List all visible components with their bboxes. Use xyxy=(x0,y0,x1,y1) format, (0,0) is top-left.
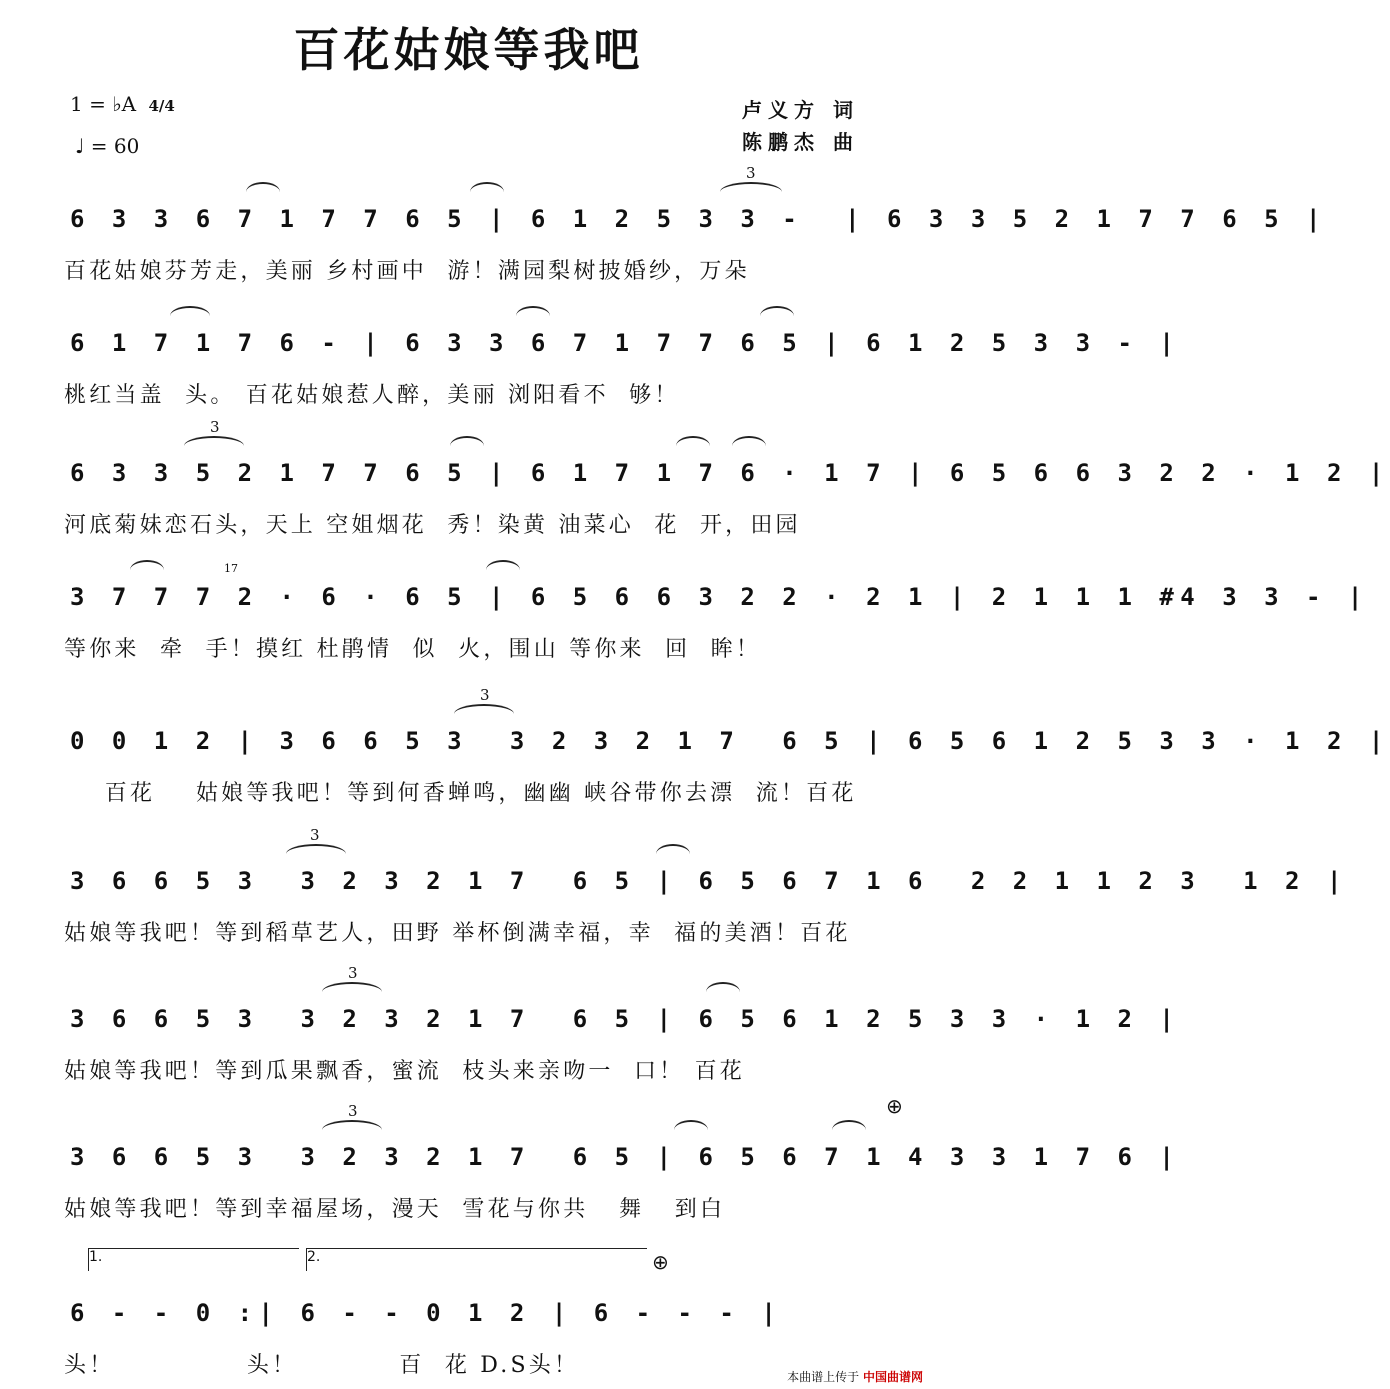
slur-mark xyxy=(720,182,782,202)
triplet-mark: 3 xyxy=(746,164,756,182)
slur-mark xyxy=(676,436,710,456)
notes: 3 7 7 7 2 · 6 · 6 5 | 6 5 6 6 3 2 2 · 2 1 | 2 1 1 1 #4 3 3 - | xyxy=(70,583,1369,611)
slur-mark xyxy=(832,1120,866,1140)
triplet-mark: 3 xyxy=(348,1102,358,1120)
coda-icon: ⊕ xyxy=(886,1094,903,1118)
key-signature xyxy=(70,92,175,116)
slur-mark xyxy=(170,306,210,326)
lyric: 姑娘等我吧！等到瓜果飘香，蜜流 枝头来亲吻一 口！ 百花 xyxy=(64,1059,745,1084)
notes: 6 1 7 1 7 6 - | 6 3 3 6 7 1 7 7 6 5 | 6 1 2 5 3 3 - | xyxy=(70,329,1181,357)
slur-mark xyxy=(732,436,766,456)
slur-mark xyxy=(322,1120,382,1140)
slur-mark xyxy=(322,982,382,1002)
score-line-1 xyxy=(60,162,1327,286)
notes: 6 3 3 6 7 1 7 7 6 5 | 6 1 2 5 3 3 - | 6 3 3 5 2 1 7 7 6 5 | xyxy=(70,205,1327,233)
triplet-mark: 3 xyxy=(310,826,320,844)
lyric: 百花 姑娘等我吧！等到何香蝉鸣，幽幽 峡谷带你去漂 流！百花 xyxy=(64,781,857,806)
lyric: 姑娘等我吧！等到幸福屋场，漫天 雪花与你共 舞 到白 xyxy=(64,1197,726,1222)
page-title: 百花姑娘等我吧 xyxy=(293,23,644,77)
slur-mark xyxy=(184,436,244,456)
score-line-9 xyxy=(60,1249,890,1380)
notes: 3 6 6 5 3 3 2 3 2 1 7 6 5 | 6 5 6 1 2 5 3 3 · 1 2 | xyxy=(70,1005,1181,1033)
footer-prefix: 本曲谱上传于 xyxy=(787,1370,860,1384)
time-signature: 4/4 xyxy=(148,97,175,115)
triplet-mark: 3 xyxy=(210,418,220,436)
score-line-4 xyxy=(60,540,1369,664)
slur-mark xyxy=(516,306,550,326)
slur-mark xyxy=(454,704,514,724)
lyric: 等你来 牵 手！摸红 杜鹃情 似 火，围山 等你来 回 眸！ xyxy=(64,637,762,662)
lyric: 头！ 头！ 百 花 D.S头！ xyxy=(64,1353,580,1378)
score-line-2 xyxy=(60,286,1181,410)
notes: 6 - - 0 :| 6 - - 0 1 2 | 6 - - - | xyxy=(70,1299,783,1327)
coda-icon: ⊕ xyxy=(652,1250,669,1274)
score-line-8 xyxy=(60,1094,1181,1224)
footer-credit xyxy=(787,1368,923,1385)
slur-mark xyxy=(656,844,690,864)
triplet-mark: 3 xyxy=(348,964,358,982)
slur-mark xyxy=(246,182,280,202)
score-line-5 xyxy=(60,684,1390,808)
lyric: 河底菊妹恋石头，天上 空姐烟花 秀！染黄 油菜心 花 开，田园 xyxy=(64,513,801,538)
lyric: 桃红当盖 头。 百花姑娘惹人醉，美丽 浏阳看不 够！ xyxy=(64,383,680,408)
tempo-mark: ♩ = 60 xyxy=(75,134,140,158)
score-line-7 xyxy=(60,962,1181,1086)
slur-mark xyxy=(286,844,346,864)
lyric: 姑娘等我吧！等到稻草艺人，田野 举杯倒满幸福，幸 福的美酒！百花 xyxy=(64,921,851,946)
slur-mark xyxy=(486,560,520,580)
notes: 0 0 1 2 | 3 6 6 5 3 3 2 3 2 1 7 6 5 | 6 5 6 1 2 5 3 3 · 1 2 | xyxy=(70,727,1390,755)
slur-mark xyxy=(760,306,794,326)
composer-credit: 陈鹏杰 曲 xyxy=(742,130,859,154)
score-line-3 xyxy=(60,416,1390,540)
triplet-mark: 3 xyxy=(480,686,490,704)
notes: 3 6 6 5 3 3 2 3 2 1 7 6 5 | 6 5 6 7 1 4 3 3 1 7 6 | xyxy=(70,1143,1181,1171)
slur-mark xyxy=(470,182,504,202)
lyricist-credit: 卢义方 词 xyxy=(742,98,859,122)
score-line-6 xyxy=(60,824,1348,948)
slur-mark xyxy=(450,436,484,456)
notes: 3 6 6 5 3 3 2 3 2 1 7 6 5 | 6 5 6 7 1 6 2 2 1 1 2 3 1 2 | xyxy=(70,867,1348,895)
key-text: 1 = ♭A xyxy=(70,92,137,116)
slur-mark xyxy=(130,560,164,580)
slur-mark xyxy=(706,982,740,1002)
slur-mark xyxy=(674,1120,708,1140)
grace-note: 17 xyxy=(224,562,238,575)
volta-2: 2. xyxy=(306,1248,647,1271)
notes: 6 3 3 5 2 1 7 7 6 5 | 6 1 7 1 7 6 · 1 7 | 6 5 6 6 3 2 2 · 1 2 | xyxy=(70,459,1390,487)
volta-1: 1. xyxy=(88,1248,299,1271)
footer-site[interactable]: 中国曲谱网 xyxy=(862,1370,923,1384)
lyric: 百花姑娘芬芳走，美丽 乡村画中 游！满园梨树披婚纱，万朵 xyxy=(64,259,750,284)
